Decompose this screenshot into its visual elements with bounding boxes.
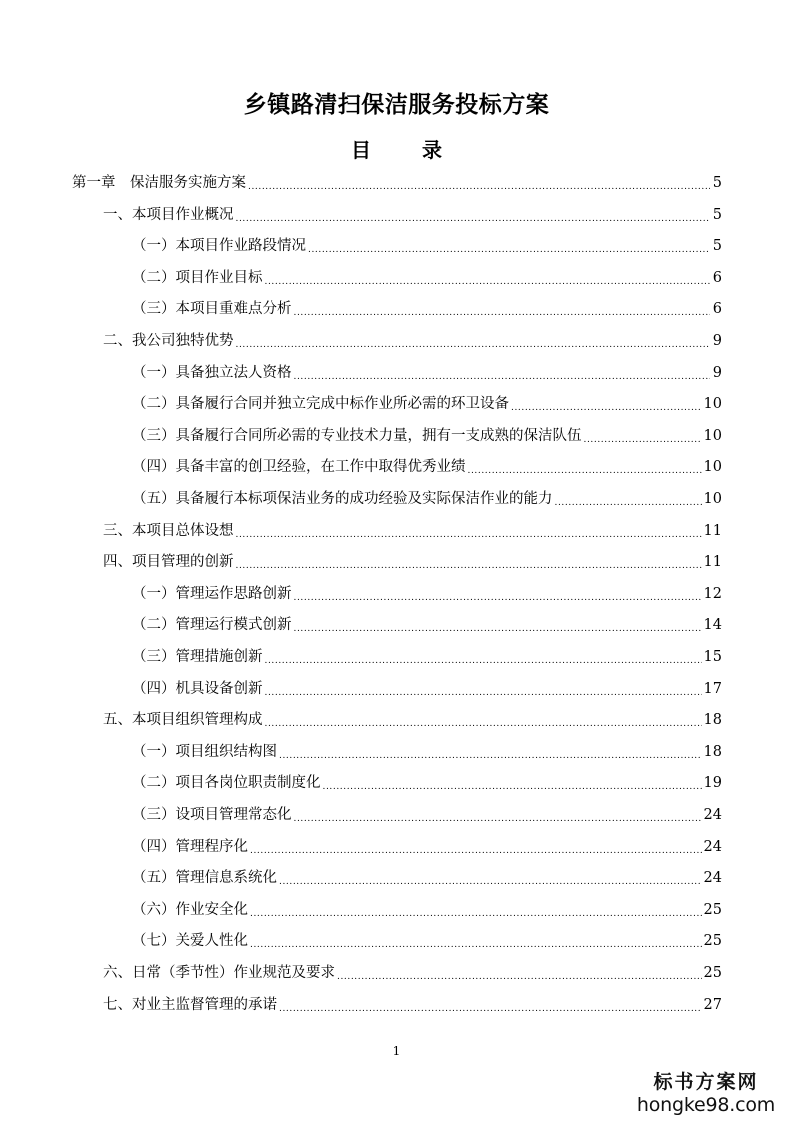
toc-entry[interactable] (132, 488, 722, 510)
toc-leader-dots (294, 302, 711, 324)
toc-leader-dots (250, 840, 702, 862)
toc-entry-title: 三、本项目总体设想 (103, 522, 234, 539)
toc-entry-title: （四）具备丰富的创卫经验，在工作中取得优秀业绩 (132, 459, 466, 476)
toc-entry-page: 5 (712, 175, 722, 191)
toc-leader-dots (279, 998, 702, 1020)
toc-leader-dots (236, 334, 711, 356)
toc-entry[interactable] (103, 204, 722, 226)
toc-leader-dots (265, 713, 702, 735)
toc-leader-dots (236, 524, 702, 546)
toc-entry[interactable] (132, 646, 722, 668)
toc-entry-title: （一）本项目作业路段情况 (132, 238, 306, 255)
toc-entry-page: 9 (712, 333, 722, 349)
toc-leader-dots (265, 271, 711, 293)
toc-entry-title: （三）本项目重难点分析 (132, 301, 292, 318)
toc-entry[interactable] (103, 520, 722, 542)
toc-leader-dots (265, 650, 702, 672)
toc-entry[interactable] (103, 962, 722, 984)
toc-entry-title: （四）机具设备创新 (132, 680, 263, 697)
toc-entry-page: 6 (712, 269, 722, 286)
toc-entry[interactable] (103, 709, 722, 731)
toc-entry-page: 18 (703, 743, 722, 760)
toc-entry[interactable] (132, 393, 722, 415)
toc-entry-title: （二）管理运行模式创新 (132, 617, 292, 634)
toc-leader-dots (294, 366, 711, 388)
toc-entry-title: （六）作业安全化 (132, 901, 248, 918)
toc-entry[interactable] (103, 551, 722, 573)
toc-entry-page: 10 (703, 459, 722, 476)
toc-entry-title: （五）管理信息系统化 (132, 870, 277, 887)
toc-entry[interactable] (132, 836, 722, 858)
toc-leader-dots (236, 555, 702, 577)
toc-leader-dots (265, 682, 702, 704)
toc-entry-title: （三）设项目管理常态化 (132, 807, 292, 823)
toc-entry-title: （三）管理措施创新 (132, 649, 263, 665)
toc-leader-dots (308, 239, 710, 261)
toc-entry-page: 6 (712, 301, 722, 318)
toc-entry-page: 18 (703, 712, 722, 729)
toc-leader-dots (294, 808, 702, 830)
toc-entry[interactable] (132, 614, 722, 636)
toc-entry[interactable] (132, 425, 722, 447)
toc-entry[interactable] (132, 804, 722, 826)
toc-entry[interactable] (132, 930, 722, 952)
toc-entry-title: 五、本项目组织管理构成 (103, 712, 263, 729)
watermark-site-name: 标书方案网 (653, 1071, 759, 1093)
toc-entry-page: 11 (703, 522, 722, 539)
toc-leader-dots (323, 776, 702, 798)
toc-entry[interactable] (103, 994, 722, 1016)
toc-leader-dots (337, 966, 702, 988)
toc-entry-page: 15 (703, 649, 722, 665)
toc-entry-title: （一）管理运作思路创新 (132, 585, 292, 602)
toc-leader-dots (468, 460, 702, 482)
toc-leader-dots (279, 745, 702, 767)
toc-entry-page: 11 (703, 554, 722, 571)
toc-entry-page: 17 (703, 680, 722, 697)
toc-entry-title: 第一章 保洁服务实施方案 (72, 175, 246, 191)
toc-leader-dots (248, 176, 710, 198)
toc-entry[interactable] (132, 741, 722, 763)
toc-leader-dots (236, 208, 711, 230)
toc-heading: 目 录 (351, 138, 464, 162)
toc-leader-dots (250, 934, 702, 956)
toc-entry-title: （二）项目各岗位职责制度化 (132, 775, 321, 792)
toc-leader-dots (279, 871, 702, 893)
document-title: 乡镇路清扫保洁服务投标方案 (243, 91, 550, 118)
toc-entry-title: （一）项目组织结构图 (132, 743, 277, 760)
toc-entry-title: （五）具备履行本标项保洁业务的成功经验及实际保洁作业的能力 (132, 491, 553, 507)
toc-leader-dots (294, 618, 702, 640)
toc-entry[interactable] (132, 867, 722, 889)
toc-leader-dots (511, 397, 702, 419)
toc-entry-page: 10 (703, 396, 722, 413)
toc-entry-page: 25 (703, 933, 722, 950)
toc-entry-page: 10 (703, 491, 722, 507)
toc-entry[interactable] (132, 899, 722, 921)
toc-leader-dots (294, 587, 702, 609)
toc-entry-page: 9 (712, 364, 722, 381)
toc-entry-page: 12 (703, 585, 722, 602)
toc-entry-title: 七、对业主监督管理的承诺 (103, 996, 277, 1013)
toc-entry-title: 六、日常（季节性）作业规范及要求 (103, 965, 335, 981)
toc-entry-page: 24 (703, 838, 722, 855)
toc-entry-page: 24 (703, 807, 722, 823)
toc-entry-page: 24 (703, 870, 722, 887)
toc-entry-page: 25 (703, 901, 722, 918)
toc-entry-title: 四、项目管理的创新 (103, 554, 234, 571)
toc-entry[interactable] (132, 583, 722, 605)
toc-entry[interactable] (132, 298, 722, 320)
toc-entry-title: （四）管理程序化 (132, 838, 248, 855)
toc-entry-page: 19 (703, 775, 722, 792)
toc-leader-dots (250, 903, 702, 925)
toc-entry-title: （一）具备独立法人资格 (132, 364, 292, 381)
toc-entry-title: （二）具备履行合同并独立完成中标作业所必需的环卫设备 (132, 396, 509, 413)
toc-entry[interactable] (132, 678, 722, 700)
toc-entry[interactable] (132, 362, 722, 384)
toc-leader-dots (555, 492, 702, 514)
toc-entry-page: 10 (703, 427, 722, 444)
watermark-logo (631, 1070, 781, 1116)
toc-entry-title: （三）具备履行合同所必需的专业技术力量，拥有一支成熟的保洁队伍 (132, 427, 582, 444)
toc-entry-title: 二、我公司独特优势 (103, 333, 234, 349)
page-number: 1 (392, 1044, 401, 1058)
toc-entry-title: 一、本项目作业概况 (103, 206, 234, 223)
toc-entry[interactable] (132, 772, 722, 794)
toc-entry[interactable] (103, 330, 722, 352)
toc-entry-page: 5 (712, 206, 722, 223)
watermark-site-url: hongke98.com (636, 1094, 776, 1116)
toc-entry[interactable] (132, 267, 722, 289)
toc-entry[interactable] (132, 456, 722, 478)
toc-leader-dots (584, 429, 702, 451)
toc-entry-page: 27 (703, 996, 722, 1013)
toc-entry-page: 5 (712, 238, 722, 255)
toc-entry[interactable] (72, 172, 722, 194)
toc-entry-title: （二）项目作业目标 (132, 269, 263, 286)
toc-entry[interactable] (132, 235, 722, 257)
toc-entry-page: 25 (703, 965, 722, 981)
toc-entry-title: （七）关爱人性化 (132, 933, 248, 950)
toc-entry-page: 14 (703, 617, 722, 634)
